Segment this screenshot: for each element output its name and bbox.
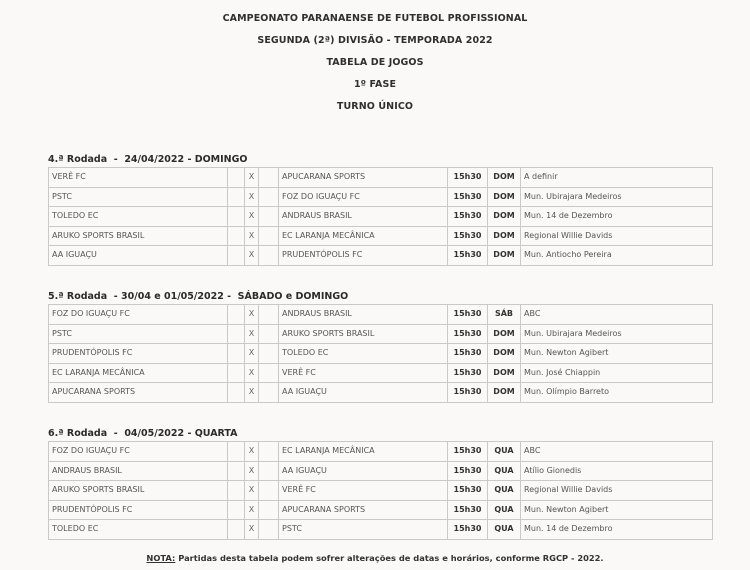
spacer-cell [259, 187, 279, 207]
kickoff-time: 15h30 [448, 344, 488, 364]
spacer-cell [259, 246, 279, 266]
home-team: ARUKO SPORTS BRASIL [49, 481, 228, 501]
home-team: PSTC [49, 187, 228, 207]
kickoff-time: 15h30 [448, 187, 488, 207]
match-day: SÁB [488, 305, 521, 325]
away-team: ARUKO SPORTS BRASIL [279, 324, 448, 344]
schedule-title: TABELA DE JOGOS [326, 57, 424, 68]
spacer-cell [259, 461, 279, 481]
spacer-cell [259, 442, 279, 462]
away-team: FOZ DO IGUAÇU FC [279, 187, 448, 207]
round-title: 4.ª Rodada - 24/04/2022 - DOMINGO [48, 154, 248, 165]
away-team: PSTC [279, 520, 448, 540]
away-team: AA IGUAÇU [279, 461, 448, 481]
match-row [49, 500, 713, 520]
versus-mark: X [245, 461, 259, 481]
spacer-cell [228, 500, 245, 520]
match-day: DOM [488, 383, 521, 403]
venue: Mun. Ubirajara Medeiros [521, 187, 713, 207]
kickoff-time: 15h30 [448, 461, 488, 481]
spacer-cell [228, 187, 245, 207]
match-day: QUA [488, 500, 521, 520]
match-row [49, 168, 713, 188]
home-team: APUCARANA SPORTS [49, 383, 228, 403]
kickoff-time: 15h30 [448, 500, 488, 520]
home-team: TOLEDO EC [49, 520, 228, 540]
kickoff-time: 15h30 [448, 246, 488, 266]
venue: ABC [521, 305, 713, 325]
spacer-cell [259, 305, 279, 325]
kickoff-time: 15h30 [448, 481, 488, 501]
match-row [49, 226, 713, 246]
division-title: SEGUNDA (2ª) DIVISÃO - TEMPORADA 2022 [257, 35, 493, 46]
round-5-section [48, 291, 713, 403]
home-team: ANDRAUS BRASIL [49, 461, 228, 481]
home-team: PSTC [49, 324, 228, 344]
venue: Mun. Newton Agibert [521, 344, 713, 364]
away-team: ANDRAUS BRASIL [279, 305, 448, 325]
spacer-cell [259, 226, 279, 246]
match-row [49, 344, 713, 364]
home-team: TOLEDO EC [49, 207, 228, 227]
spacer-cell [228, 207, 245, 227]
match-table [48, 441, 713, 540]
match-row [49, 324, 713, 344]
home-team: FOZ DO IGUAÇU FC [49, 305, 228, 325]
match-row [49, 481, 713, 501]
versus-mark: X [245, 520, 259, 540]
match-row [49, 305, 713, 325]
spacer-cell [228, 344, 245, 364]
round-6-section [48, 428, 713, 540]
match-day: DOM [488, 207, 521, 227]
round-title: 5.ª Rodada - 30/04 e 01/05/2022 - SÁBADO e DOMINGO [48, 291, 349, 302]
versus-mark: X [245, 363, 259, 383]
spacer-cell [259, 500, 279, 520]
match-table [48, 167, 713, 266]
match-day: QUA [488, 461, 521, 481]
away-team: VERÊ FC [279, 481, 448, 501]
spacer-cell [259, 383, 279, 403]
match-day: QUA [488, 442, 521, 462]
spacer-cell [259, 168, 279, 188]
venue: Mun. José Chiappin [521, 363, 713, 383]
match-day: QUA [488, 481, 521, 501]
kickoff-time: 15h30 [448, 305, 488, 325]
championship-title: CAMPEONATO PARANAENSE DE FUTEBOL PROFISSIONAL [222, 13, 528, 24]
spacer-cell [228, 363, 245, 383]
spacer-cell [259, 344, 279, 364]
versus-mark: X [245, 187, 259, 207]
spacer-cell [259, 363, 279, 383]
spacer-cell [228, 461, 245, 481]
match-day: DOM [488, 246, 521, 266]
home-team: PRUDENTÓPOLIS FC [49, 344, 228, 364]
venue: A definir [521, 168, 713, 188]
footnote [0, 553, 750, 563]
away-team: APUCARANA SPORTS [279, 500, 448, 520]
spacer-cell [228, 168, 245, 188]
spacer-cell [228, 442, 245, 462]
phase-title: 1º FASE [353, 79, 397, 90]
away-team: EC LARANJA MECÂNICA [279, 226, 448, 246]
venue: ABC [521, 442, 713, 462]
match-row [49, 246, 713, 266]
spacer-cell [228, 324, 245, 344]
versus-mark: X [245, 207, 259, 227]
venue: Mun. 14 de Dezembro [521, 207, 713, 227]
round-4-section [48, 154, 713, 266]
match-day: DOM [488, 324, 521, 344]
match-day: QUA [488, 520, 521, 540]
away-team: EC LARANJA MECÂNICA [279, 442, 448, 462]
versus-mark: X [245, 246, 259, 266]
home-team: ARUKO SPORTS BRASIL [49, 226, 228, 246]
versus-mark: X [245, 324, 259, 344]
away-team: VERÊ FC [279, 363, 448, 383]
venue: Regional Willie Davids [521, 226, 713, 246]
away-team: AA IGUAÇU [279, 383, 448, 403]
kickoff-time: 15h30 [448, 226, 488, 246]
match-row [49, 363, 713, 383]
kickoff-time: 15h30 [448, 207, 488, 227]
versus-mark: X [245, 305, 259, 325]
spacer-cell [228, 520, 245, 540]
match-day: DOM [488, 187, 521, 207]
venue: Mun. 14 de Dezembro [521, 520, 713, 540]
footnote-text: Partidas desta tabela podem sofrer alterações de datas e horários, conforme RGCP - 2022. [175, 553, 604, 563]
kickoff-time: 15h30 [448, 324, 488, 344]
spacer-cell [228, 305, 245, 325]
document-header [0, 8, 750, 118]
venue: Mun. Olímpio Barreto [521, 383, 713, 403]
match-row [49, 461, 713, 481]
match-day: DOM [488, 344, 521, 364]
versus-mark: X [245, 226, 259, 246]
spacer-cell [259, 207, 279, 227]
versus-mark: X [245, 500, 259, 520]
kickoff-time: 15h30 [448, 520, 488, 540]
venue: Atílio Gionedis [521, 461, 713, 481]
kickoff-time: 15h30 [448, 363, 488, 383]
venue: Regional Willie Davids [521, 481, 713, 501]
match-row [49, 187, 713, 207]
match-row [49, 520, 713, 540]
away-team: ANDRAUS BRASIL [279, 207, 448, 227]
round-title: 6.ª Rodada - 04/05/2022 - QUARTA [48, 428, 238, 439]
away-team: PRUDENTÓPOLIS FC [279, 246, 448, 266]
kickoff-time: 15h30 [448, 383, 488, 403]
versus-mark: X [245, 442, 259, 462]
spacer-cell [228, 226, 245, 246]
home-team: VERÊ FC [49, 168, 228, 188]
away-team: TOLEDO EC [279, 344, 448, 364]
spacer-cell [228, 246, 245, 266]
kickoff-time: 15h30 [448, 442, 488, 462]
versus-mark: X [245, 481, 259, 501]
spacer-cell [259, 324, 279, 344]
home-team: FOZ DO IGUAÇU FC [49, 442, 228, 462]
venue: Mun. Newton Agibert [521, 500, 713, 520]
versus-mark: X [245, 168, 259, 188]
versus-mark: X [245, 383, 259, 403]
match-row [49, 442, 713, 462]
match-day: DOM [488, 363, 521, 383]
match-day: DOM [488, 168, 521, 188]
venue: Mun. Antiocho Pereira [521, 246, 713, 266]
match-day: DOM [488, 226, 521, 246]
home-team: AA IGUAÇU [49, 246, 228, 266]
spacer-cell [259, 481, 279, 501]
home-team: EC LARANJA MECÂNICA [49, 363, 228, 383]
turn-title: TURNO ÚNICO [336, 101, 414, 112]
match-row [49, 207, 713, 227]
spacer-cell [228, 481, 245, 501]
spacer-cell [228, 383, 245, 403]
match-row [49, 383, 713, 403]
spacer-cell [259, 520, 279, 540]
home-team: PRUDENTÓPOLIS FC [49, 500, 228, 520]
kickoff-time: 15h30 [448, 168, 488, 188]
versus-mark: X [245, 344, 259, 364]
away-team: APUCARANA SPORTS [279, 168, 448, 188]
venue: Mun. Ubirajara Medeiros [521, 324, 713, 344]
match-table [48, 304, 713, 403]
footnote-label: NOTA: [146, 553, 176, 563]
